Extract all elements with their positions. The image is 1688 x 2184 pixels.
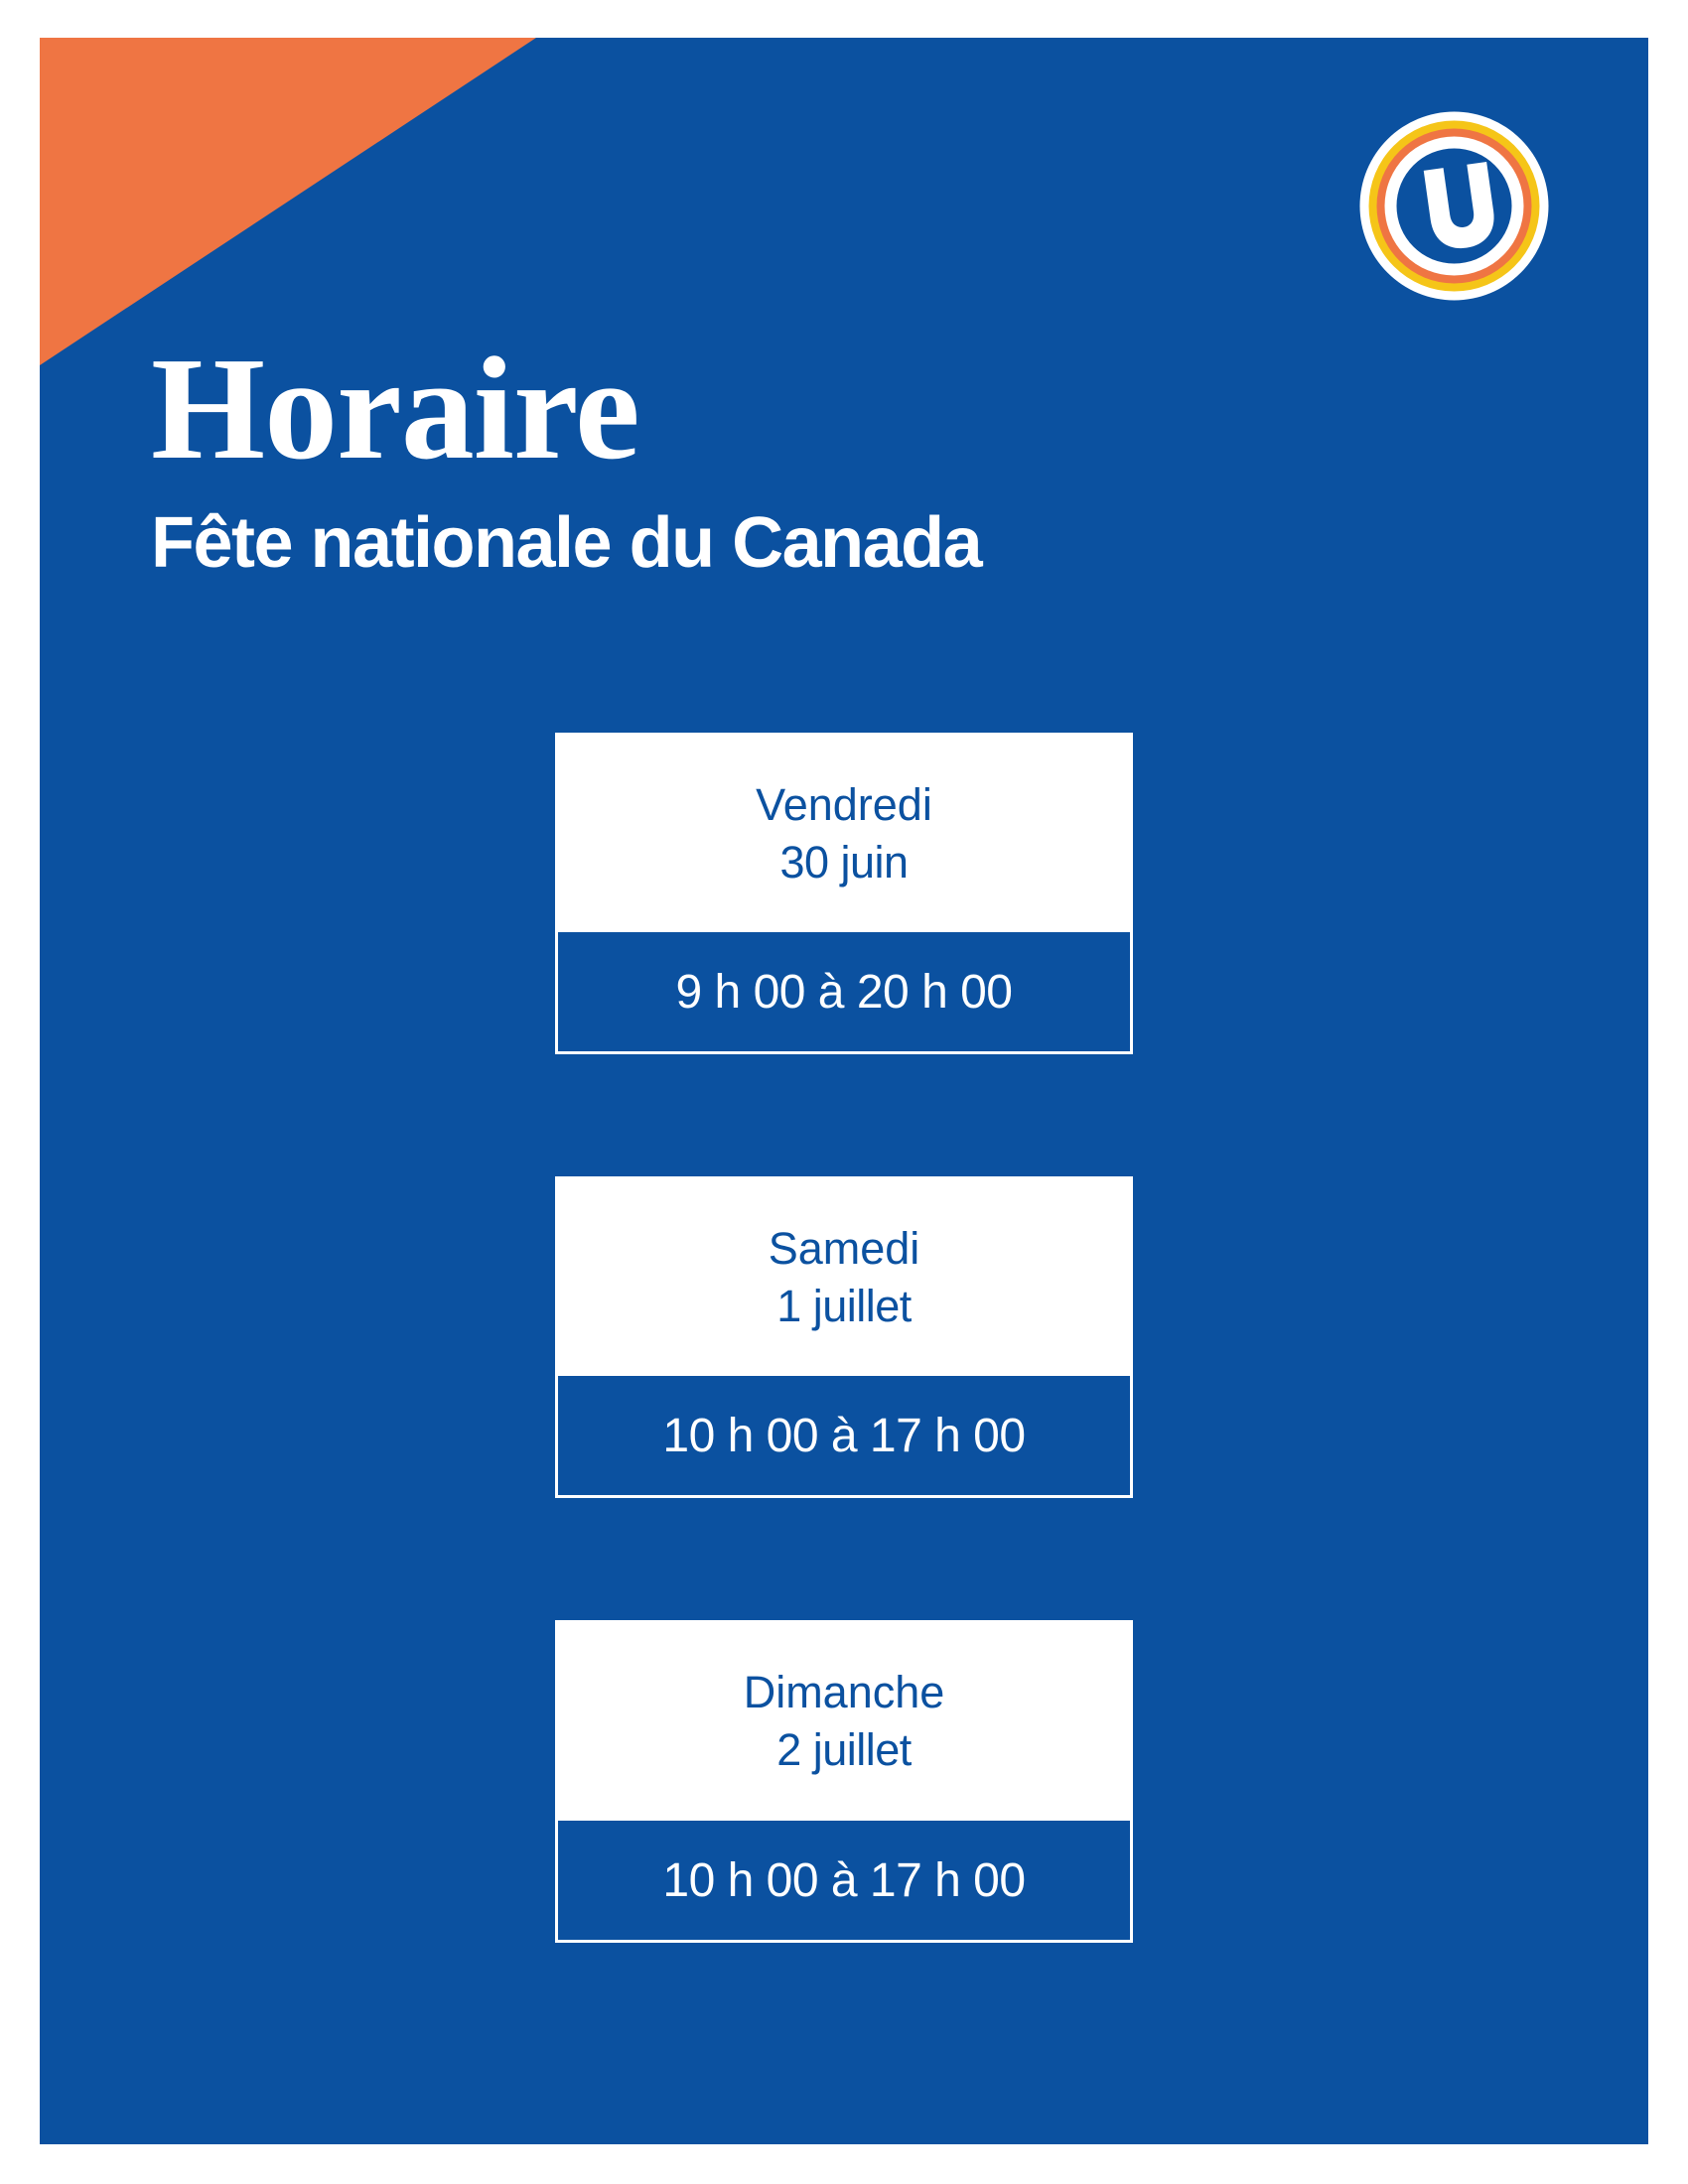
schedule-card-hours: 9 h 00 à 20 h 00 <box>555 932 1133 1054</box>
schedule-card <box>555 1620 1133 1942</box>
poster-canvas <box>40 38 1648 2144</box>
schedule-card <box>555 1176 1133 1498</box>
schedule-day-name: Vendredi <box>756 779 932 830</box>
university-logo <box>1357 109 1551 303</box>
schedule-day-date: 1 juillet <box>776 1280 912 1331</box>
schedule-card-hours: 10 h 00 à 17 h 00 <box>555 1376 1133 1498</box>
schedule-list <box>40 733 1648 1943</box>
schedule-card-day <box>555 733 1133 932</box>
schedule-card-hours: 10 h 00 à 17 h 00 <box>555 1821 1133 1943</box>
schedule-card-day <box>555 1620 1133 1820</box>
schedule-day-date: 2 juillet <box>776 1723 912 1775</box>
schedule-day-date: 30 juin <box>779 836 909 887</box>
page-subtitle: Fête nationale du Canada <box>151 503 982 583</box>
page-title: Horaire <box>151 328 639 490</box>
schedule-card-day <box>555 1176 1133 1376</box>
schedule-day-name: Samedi <box>768 1223 920 1275</box>
schedule-card <box>555 733 1133 1054</box>
title-block <box>151 328 1342 583</box>
orange-diagonal-shape <box>40 38 536 365</box>
schedule-day-name: Dimanche <box>743 1667 945 1718</box>
